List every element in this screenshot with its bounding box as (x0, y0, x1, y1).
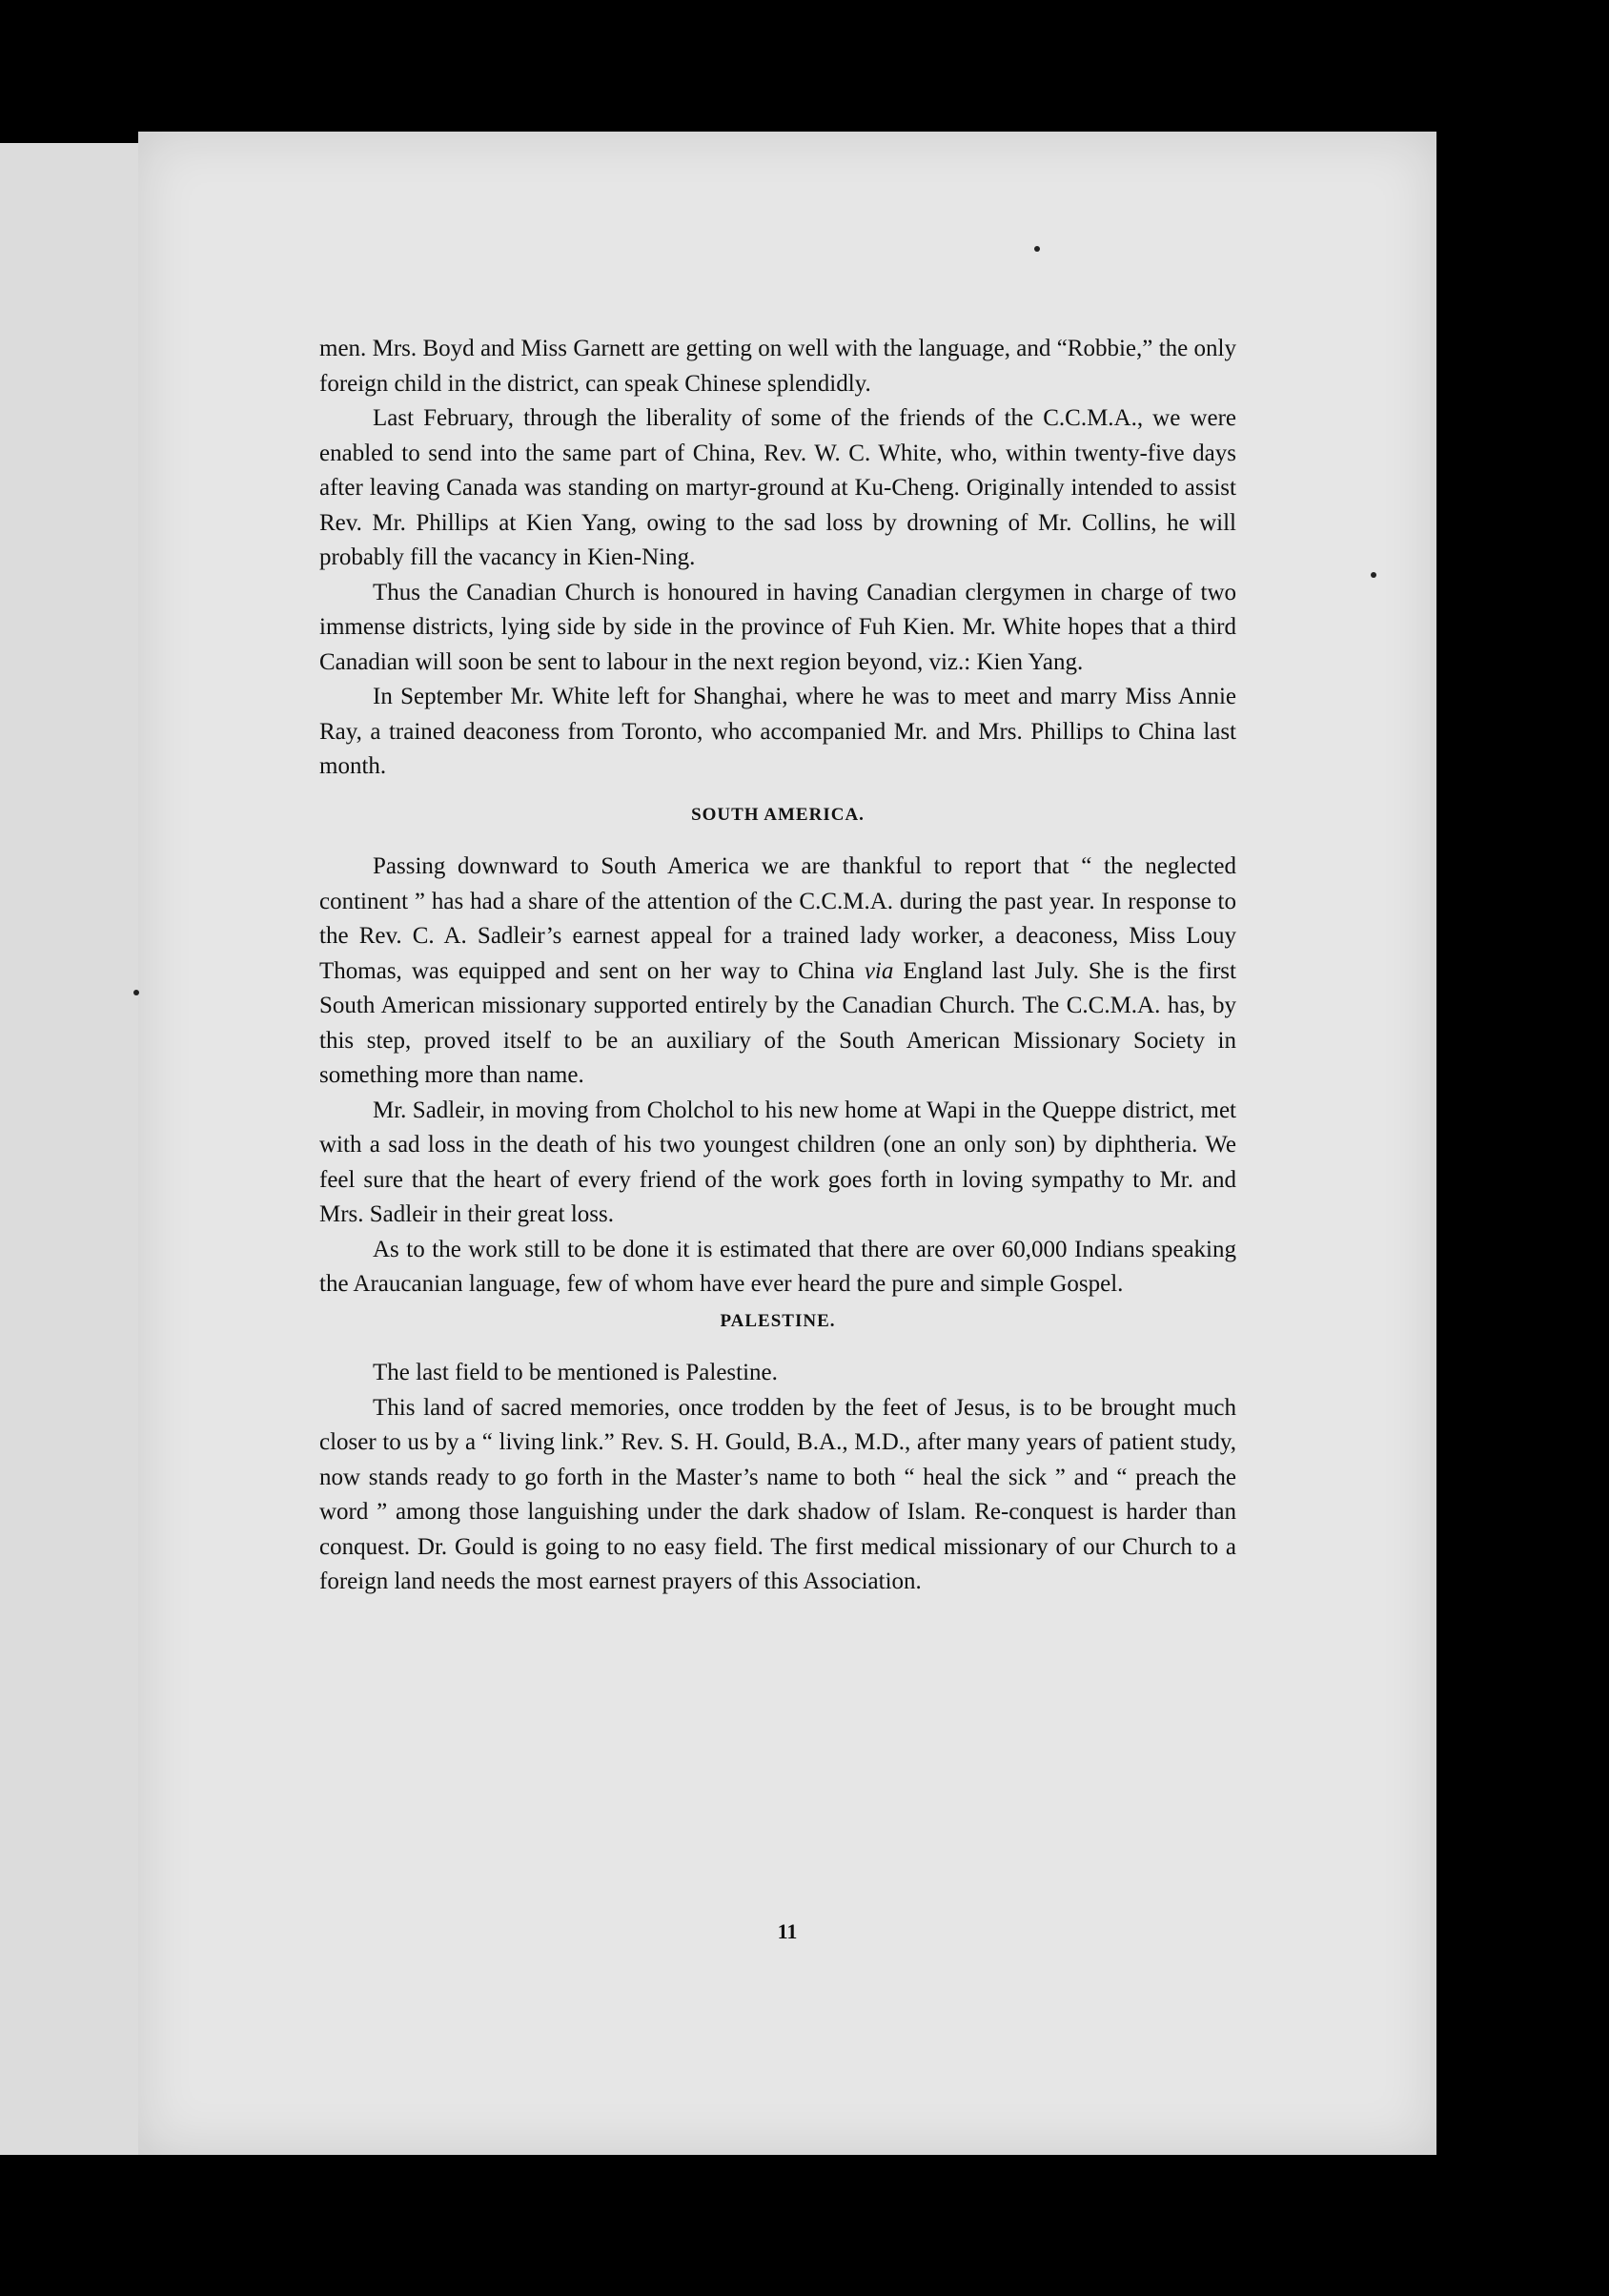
paragraph-text: Passing downward to South America we are thankful to report that “ the neglected continent ” has had a share of the attention of the C.C.M.A. during the past year. In response to the Rev. C. A. Sadleir’s earnest appeal for a trained lady worker, a deaconess, Miss Louy Thomas, was equipped and sent on her way to China (319, 853, 1236, 984)
article-text (319, 332, 1236, 1600)
page-number: 11 (777, 1919, 798, 1943)
left-page-edge (0, 143, 144, 2155)
section-heading-south-america: SOUTH AMERICA. (691, 804, 865, 825)
paragraph-south-america-3: As to the work still to be done it is estimated that there are over 60,000 Indians speaking the Araucanian language, few of whom have ever heard the pure and simple Gospel. (319, 1236, 1236, 1297)
paragraph-top-1: men. Mrs. Boyd and Miss Garnett are getting on well with the language, and “Robbie,” the only foreign child in the district, can speak Chinese splendidly. (319, 336, 1236, 397)
paragraph-south-america-1 (319, 850, 1236, 1094)
scan-speck (1034, 246, 1040, 252)
paragraph-palestine-2: This land of sacred memories, once trodden by the feet of Jesus, is to be brought much closer to us by a “ living link.” Rev. S. H. Gould, B.A., M.D., after many years of patient study, now stands ready to go forth in the Master’s name to both “ heal the sick ” and “ preach the word ” among those languishing under the dark shadow of Islam. Re-conquest is harder than conquest. Dr. Gould is going to no easy field. The first medical missionary of our Church to a foreign land needs the most earnest prayers of this Association. (319, 1394, 1236, 1594)
paragraph-south-america-2: Mr. Sadleir, in moving from Cholchol to his new home at Wapi in the Queppe district, met with a sad loss in the death of his two youngest children (one an only son) by diphtheria. We feel sure that the heart of every friend of the work goes forth in loving sympathy to Mr. and Mrs. Sadleir in their great loss. (319, 1097, 1236, 1227)
scan-speck (133, 990, 139, 995)
italic-via: via (864, 957, 894, 984)
paragraph-top-2: Last February, through the liberality of some of the friends of the C.C.M.A., we were enabled to send into the same part of China, Rev. W. C. White, who, within twenty-five days after leaving Canada was standing on martyr-ground at Ku-Cheng. Originally intended to assist Rev. Mr. Phillips at Kien Yang, owing to the sad loss by drowning of Mr. Collins, he will probably fill the vacancy in Kien-Ning. (319, 405, 1236, 570)
paragraph-top-4: In September Mr. White left for Shanghai, where he was to meet and marry Miss Annie Ray, a trained deaconess from Toronto, who accompanied Mr. and Mrs. Phillips to China last month. (319, 684, 1236, 779)
right-page (138, 132, 1436, 2155)
paragraph-top-3: Thus the Canadian Church is honoured in having Canadian clergymen in charge of two immense districts, lying side by side in the province of Fuh Kien. Mr. White hopes that a third Canadian will soon be sent to labour in the next region beyond, viz.: Kien Yang. (319, 579, 1236, 675)
paragraph-text: England last July. She is the first South American missionary supported entirely by the Canadian Church. The C.C.M.A. has, by this step, proved itself to be an auxiliary of the South American Missionary Society in something more than name. (319, 957, 1236, 1088)
paragraph-palestine-1: The last field to be mentioned is Palestine. (373, 1360, 778, 1385)
scan-speck (1371, 572, 1376, 578)
section-heading-palestine: PALESTINE. (720, 1310, 836, 1331)
